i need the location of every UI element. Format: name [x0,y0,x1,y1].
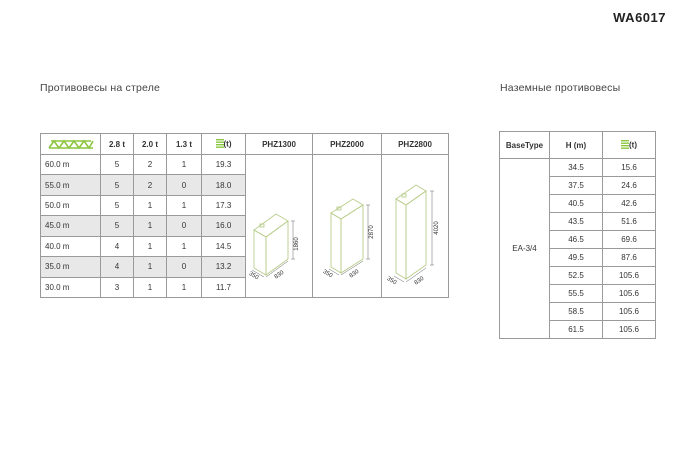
height-value: 58.5 [550,303,603,321]
base-type-cell: EA-3/4 [500,159,550,339]
count-1-3t: 0 [167,175,202,195]
block-drawing-phz1300 [246,155,313,298]
model-code: WA6017 [613,10,666,25]
block-height-label: 2870 [369,225,375,239]
jib-lattice-icon [41,134,101,155]
weight-value: 15.6 [603,159,656,177]
column-header: PHZ2000 [313,134,382,155]
count-2-8t: 5 [101,195,134,215]
weight-value: 105.6 [603,285,656,303]
count-1-3t: 0 [167,257,202,277]
height-value: 52.5 [550,267,603,285]
ground-counterweight-title: Наземные противовесы [500,82,621,94]
count-2-8t: 5 [101,175,134,195]
total-weight: 16.0 [202,216,246,236]
boom-length: 60.0 m [41,155,101,175]
count-1-3t: 1 [167,277,202,297]
column-header: 1.3 t [167,134,202,155]
boom-length: 40.0 m [41,236,101,256]
column-header: H (m) [550,132,603,159]
boom-counterweight-title: Противовесы на стреле [40,82,161,94]
height-value: 46.5 [550,231,603,249]
total-weight: 13.2 [202,257,246,277]
table-row [41,155,449,175]
block-width-label: 830 [348,268,361,280]
total-weight: 17.3 [202,195,246,215]
weight-value: 51.6 [603,213,656,231]
block-height-label: 4020 [434,221,440,235]
count-1-3t: 1 [167,236,202,256]
count-1-3t: 0 [167,216,202,236]
height-value: 40.5 [550,195,603,213]
boom-counterweight-table [40,133,449,298]
height-value: 43.5 [550,213,603,231]
column-header: 2.8 t [101,134,134,155]
block-width-label: 830 [273,269,286,280]
count-2-0t: 2 [134,175,167,195]
weight-value: 42.6 [603,195,656,213]
count-2-0t: 1 [134,216,167,236]
weight-value: 87.6 [603,249,656,267]
boom-length: 50.0 m [41,195,101,215]
height-value: 34.5 [550,159,603,177]
block-drawing-phz2000 [313,155,382,298]
table-header-row [41,134,449,155]
count-2-8t: 3 [101,277,134,297]
block-height-label: 1860 [294,237,300,251]
count-1-3t: 1 [167,195,202,215]
weight-value: 69.6 [603,231,656,249]
count-2-8t: 5 [101,216,134,236]
total-weight: 11.7 [202,277,246,297]
weight-header: (t) [603,132,656,159]
count-2-0t: 1 [134,277,167,297]
boom-length: 45.0 m [41,216,101,236]
boom-length: 35.0 m [41,257,101,277]
block-depth-label: 350 [247,271,260,280]
boom-length: 30.0 m [41,277,101,297]
count-1-3t: 1 [167,155,202,175]
height-value: 37.5 [550,177,603,195]
column-header: BaseType [500,132,550,159]
height-value: 55.5 [550,285,603,303]
count-2-0t: 1 [134,257,167,277]
column-header: PHZ2800 [382,134,449,155]
count-2-0t: 2 [134,155,167,175]
count-2-0t: 1 [134,195,167,215]
weight-value: 24.6 [603,177,656,195]
block-depth-label: 350 [321,269,334,280]
count-2-8t: 5 [101,155,134,175]
height-value: 61.5 [550,321,603,339]
table-header-row [500,132,656,159]
count-2-8t: 4 [101,257,134,277]
height-value: 49.5 [550,249,603,267]
total-weight: 14.5 [202,236,246,256]
block-depth-label: 350 [385,276,398,287]
column-header: 2.0 t [134,134,167,155]
table-row [500,159,656,177]
weight-value: 105.6 [603,321,656,339]
count-2-0t: 1 [134,236,167,256]
weight-icon [216,139,224,150]
block-width-label: 830 [413,275,426,287]
ground-counterweight-table [499,131,656,339]
block-drawing-phz2800 [382,155,449,298]
weight-value: 105.6 [603,303,656,321]
count-2-8t: 4 [101,236,134,256]
weight-value: 105.6 [603,267,656,285]
total-weight-header: (t) [202,134,246,155]
column-header: PHZ1300 [246,134,313,155]
total-weight: 19.3 [202,155,246,175]
total-weight: 18.0 [202,175,246,195]
weight-icon [621,140,629,151]
boom-length: 55.0 m [41,175,101,195]
